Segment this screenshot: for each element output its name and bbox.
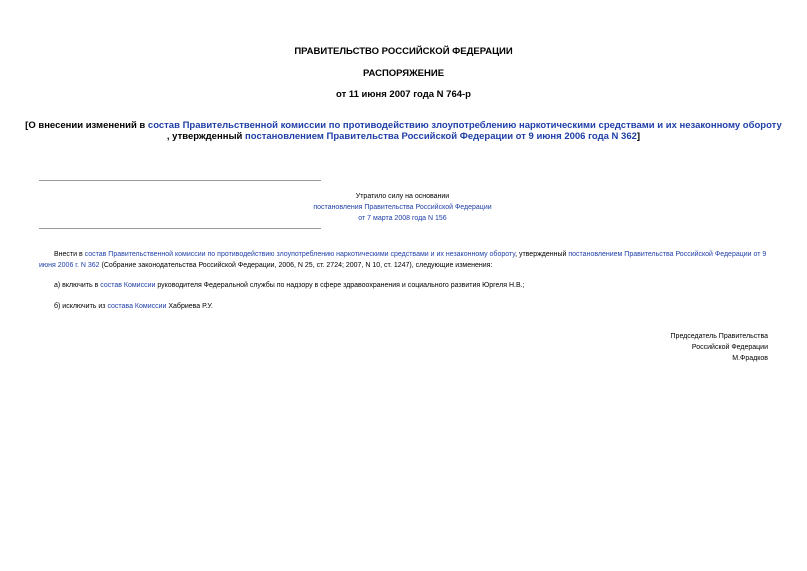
lost-force-date-link[interactable]: от 7 марта 2008 года N 156 <box>358 215 447 222</box>
item-a-text-1: а) включить в <box>54 282 101 289</box>
signature-title: Председатель Правительства <box>670 333 768 340</box>
item-b-paragraph <box>39 301 769 312</box>
lost-force-decree-link[interactable]: постановления Правительства Российской Федерации <box>313 204 492 211</box>
body-text-3: (Собрание законодательства Российской Федерации, 2006, N 25, ст. 2724; 2007, N 10, ст. 1247), следующие изменения: <box>99 262 493 269</box>
lost-force-note <box>230 191 575 224</box>
item-a-paragraph <box>39 280 769 291</box>
body-paragraph <box>39 249 769 271</box>
heading-open-text: [О внесении изменений в <box>25 120 148 131</box>
lost-force-text: Утратило силу на основании <box>355 193 450 200</box>
item-a-text-2: руководителя Федеральной службы по надзору в сфере здравоохранения и социального развития Юргеля Н.В.; <box>155 282 525 289</box>
item-b-text-2: Хабриева Р.У. <box>166 303 213 310</box>
body-commission-link[interactable]: состав Правительственной комиссии по противодействию злоупотреблению наркотическими средствами и их незаконному обороту <box>84 251 516 258</box>
document-date-number: от 11 июня 2007 года N 764-р <box>336 89 471 100</box>
body-decree-link[interactable]: постановлением Правительства Российской Федерации от 9 июня 2006 г. N 362 <box>39 251 767 269</box>
item-b-text-1: б) исключить из <box>54 303 108 310</box>
signature-country: Российской Федерации <box>691 344 768 351</box>
item-b-commission-link[interactable]: состава Комиссии <box>107 303 167 310</box>
heading-decree-link[interactable]: постановлением Правительства Российской Федерации от 9 июня 2006 года N 362 <box>245 131 637 142</box>
body-text-1: Внести в <box>54 251 85 258</box>
divider-bottom <box>39 228 321 229</box>
body-text-2: , утвержденный <box>515 251 569 258</box>
document-heading <box>0 120 807 142</box>
signature-block <box>671 331 768 364</box>
government-title: ПРАВИТЕЛЬСТВО РОССИЙСКОЙ ФЕДЕРАЦИИ <box>294 46 513 57</box>
item-a-commission-link[interactable]: состав Комиссии <box>100 282 156 289</box>
signature-name: М.Фрадков <box>732 355 768 362</box>
heading-mid-text: , утвержденный <box>166 131 246 142</box>
heading-commission-link[interactable]: состав Правительственной комиссии по противодействию злоупотреблению наркотическими средствами и их незаконному обороту <box>147 120 782 131</box>
document-type: РАСПОРЯЖЕНИЕ <box>362 68 445 79</box>
heading-close-text: ] <box>636 131 641 142</box>
divider-top <box>39 180 321 181</box>
